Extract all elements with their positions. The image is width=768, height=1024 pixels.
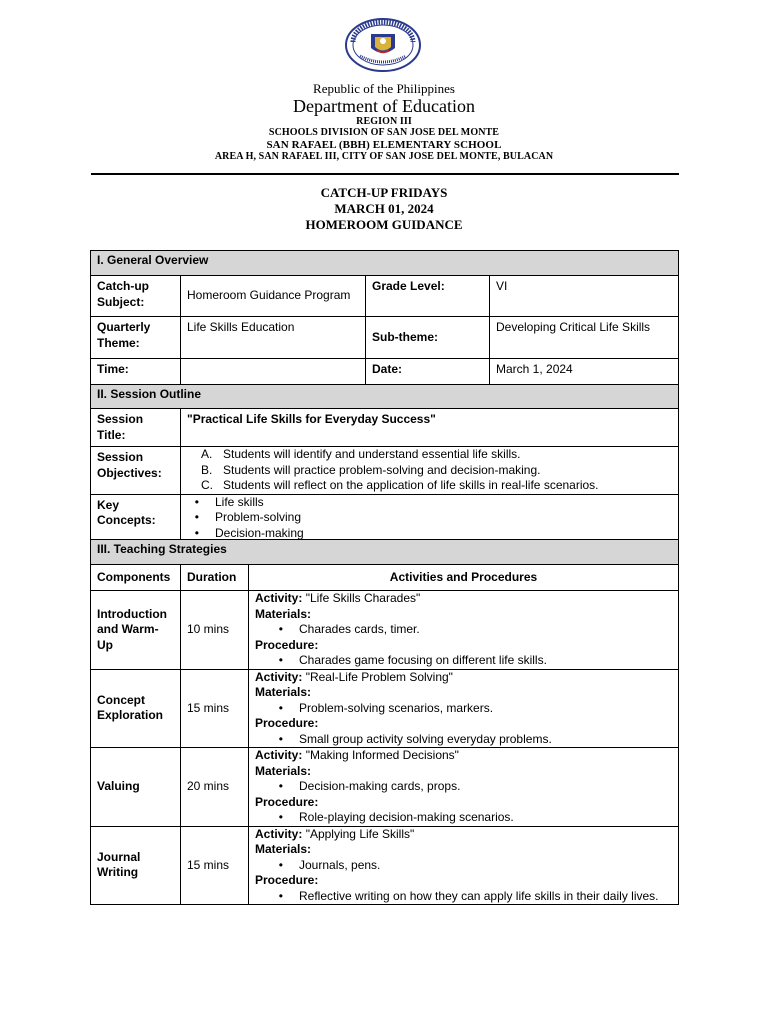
section-header-overview: I. General Overview: [91, 251, 679, 276]
materials-text: Problem-solving scenarios, markers.: [299, 700, 494, 715]
activity-cell: Activity: "Applying Life Skills" Materials: • Journals, pens. Procedure: • Reflective writing on how they can apply life skills in their daily lives.: [249, 826, 679, 905]
component-name: Concept Exploration: [91, 669, 181, 748]
grade-value: VI: [490, 276, 679, 317]
component-name: Journal Writing: [91, 826, 181, 905]
component-duration: 10 mins: [181, 591, 249, 670]
materials-text: Charades cards, timer.: [299, 622, 420, 636]
doc-title-line1: CATCH-UP FRIDAYS: [320, 185, 448, 200]
time-value: [181, 359, 366, 385]
concept-item: • Decision-making: [194, 525, 304, 540]
concepts-label: Key Concepts:: [91, 494, 181, 543]
doc-title-line3: HOMEROOM GUIDANCE: [305, 217, 463, 232]
subtheme-label: Sub-theme:: [366, 317, 490, 359]
header-divider: [91, 173, 679, 175]
section-header-strategies: III. Teaching Strategies: [91, 540, 679, 565]
concept-item: • Life skills: [194, 494, 264, 509]
strategy-row: [91, 826, 679, 905]
activity-title: "Life Skills Charades": [305, 591, 421, 605]
component-duration: 20 mins: [181, 748, 249, 827]
procedure-text: Small group activity solving everyday problems.: [299, 731, 552, 746]
division-heading: SCHOOLS DIVISION OF SAN JOSE DEL MONTE: [268, 127, 500, 138]
concepts-cell: [181, 494, 679, 543]
republic-heading: Republic of the Philippines: [313, 81, 455, 96]
school-heading: SAN RAFAEL (BBH) ELEMENTARY SCHOOL: [266, 139, 502, 151]
date-label: Date:: [366, 359, 490, 385]
outline-row-objectives: [91, 447, 679, 495]
theme-value: Life Skills Education: [181, 317, 366, 359]
activity-title: "Applying Life Skills": [305, 826, 415, 841]
doc-title-line2: MARCH 01, 2024: [334, 201, 434, 216]
strategy-row: [91, 591, 679, 670]
subject-label: Catch-up Subject:: [91, 276, 181, 317]
outline-row-concepts: [91, 494, 679, 543]
activity-cell: Activity: "Making Informed Decisions" Materials: • Decision-making cards, props. Procedure: • Role-playing decision-making scenarios.: [249, 748, 679, 827]
objectives-list: [187, 447, 672, 494]
col-activities: Activities and Procedures: [249, 565, 679, 591]
procedure-text: Reflective writing on how they can apply life skills in their daily lives.: [299, 888, 659, 903]
objectives-label: Session Objectives:: [91, 447, 181, 495]
theme-label: Quarterly Theme:: [91, 317, 181, 359]
col-duration: Duration: [181, 565, 249, 591]
objective-item: A. Students will identify and understand essential life skills.: [201, 447, 521, 461]
session-title-value: "Practical Life Skills for Everyday Success": [181, 409, 679, 447]
procedure-text: Charades game focusing on different life skills.: [299, 653, 547, 667]
concepts-list: [187, 495, 672, 542]
overview-outline-table: [90, 250, 679, 544]
strategies-header-row: [91, 565, 679, 591]
date-value: March 1, 2024: [490, 359, 679, 385]
materials-text: Decision-making cards, props.: [299, 779, 461, 793]
component-duration: 15 mins: [181, 826, 249, 905]
col-components: Components: [91, 565, 181, 591]
address-heading: AREA H, SAN RAFAEL III, CITY OF SAN JOSE DEL MONTE, BULACAN: [214, 151, 554, 162]
objectives-cell: [181, 447, 679, 495]
session-title-label: Session Title:: [91, 409, 181, 447]
component-duration: 15 mins: [181, 669, 249, 748]
deped-seal-logo: [344, 18, 422, 72]
time-label: Time:: [91, 359, 181, 385]
concept-item: • Problem-solving: [194, 510, 302, 524]
objective-item: B. Students will practice problem-solving and decision-making.: [201, 462, 541, 477]
outline-row-title: [91, 409, 679, 447]
component-name: Introduction and Warm-Up: [91, 591, 181, 670]
overview-row-theme: [91, 317, 679, 359]
strategy-row: [91, 748, 679, 827]
strategy-row: [91, 669, 679, 748]
overview-row-time: [91, 359, 679, 385]
procedure-text: Role-playing decision-making scenarios.: [299, 810, 514, 824]
region-heading: REGION III: [356, 116, 412, 127]
strategies-table: [90, 539, 679, 905]
component-name: Valuing: [91, 748, 181, 827]
subject-value: Homeroom Guidance Program: [181, 276, 366, 317]
overview-row-subject: [91, 276, 679, 317]
objective-item: C. Students will reflect on the application of life skills in real-life scenarios.: [201, 478, 599, 492]
subtheme-value: Developing Critical Life Skills: [490, 317, 679, 359]
grade-label: Grade Level:: [366, 276, 490, 317]
activity-title: "Making Informed Decisions": [305, 748, 459, 762]
materials-text: Journals, pens.: [299, 857, 381, 872]
section-header-outline: II. Session Outline: [91, 385, 679, 409]
activity-title: "Real-Life Problem Solving": [305, 669, 453, 684]
department-heading: Department of Education: [293, 96, 475, 116]
activity-cell: Activity: "Life Skills Charades" Materials: • Charades cards, timer. Procedure: • Charades game focusing on different life skills.: [249, 591, 679, 670]
activity-cell: Activity: "Real-Life Problem Solving" Materials: • Problem-solving scenarios, markers. Procedure: • Small group activity solving everyday problems.: [249, 669, 679, 748]
